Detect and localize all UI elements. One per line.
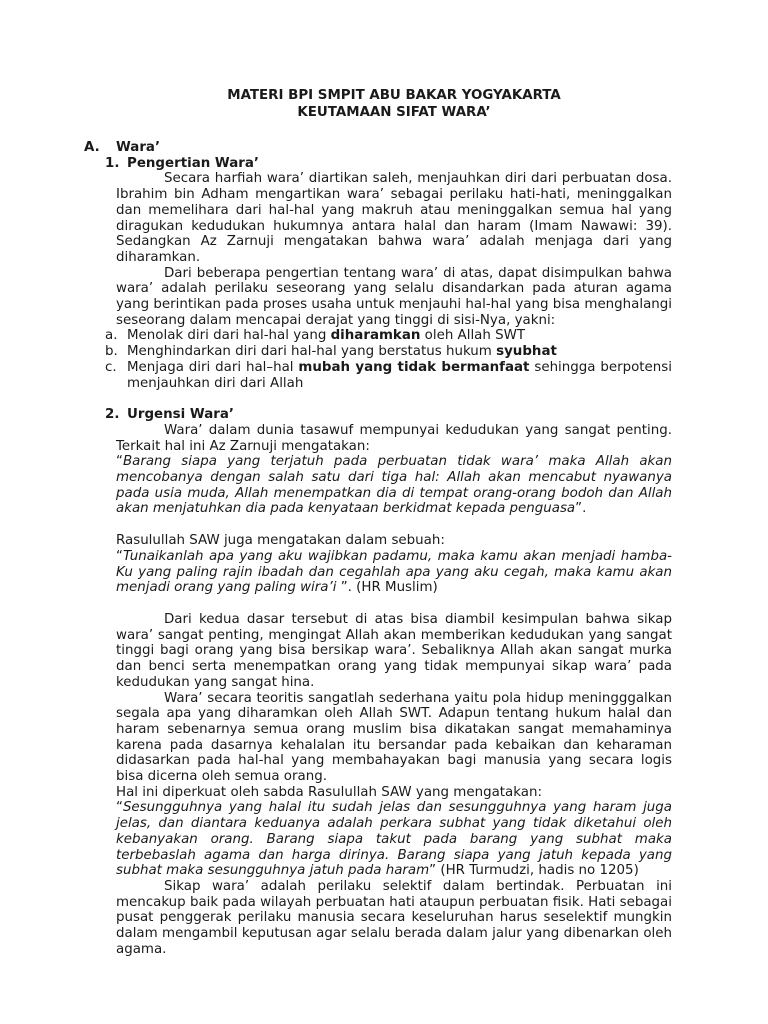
subsection-2-number: 2. bbox=[105, 407, 120, 423]
list-item bbox=[105, 360, 672, 391]
list-emphasis: syubhat bbox=[496, 344, 557, 360]
paragraph-1: Secara harfiah wara’ diartikan saleh, menjauhkan diri dari perbuatan dosa. Ibrahim bin Adham mengartikan wara’ sebagai perilaku hati-hati, meninggalkan dan memelihara dari hal-hal yang makruh atau meninggalkan semua hal yang diragukan kedudukan hukumnya antara halal dan haram (Imam Nawawi: 39). Sedangkan Az Zarnuji mengatakan bahwa wara’ adalah menjaga dari yang diharamkan. bbox=[116, 171, 672, 265]
title-line-1: MATERI BPI SMPIT ABU BAKAR YOGYAKARTA bbox=[227, 88, 561, 103]
paragraph-4: Rasulullah SAW juga mengatakan dalam sebuah: bbox=[116, 533, 445, 549]
list-text-end: oleh Allah SWT bbox=[420, 328, 526, 344]
paragraph-2: Dari beberapa pengertian tentang wara’ di atas, dapat disimpulkan bahwa wara’ adalah perilaku seseorang yang selalu disandarkan pada aturan agama yang berintikan pada proses usaha untuk menjauhi hal-hal yang bisa menghalangi seseorang dalam mencapai derajat yang tinggi di sisi-Nya, yakni: bbox=[116, 265, 672, 328]
paragraph-5: Dari kedua dasar tersebut di atas bisa diambil kesimpulan bahwa sikap wara’ sangat penting, mengingat Allah akan memberikan kedudukan yang sangat tinggi bagi orang yang bisa bersikap wara’. Sebaliknya Allah akan sangat murka dan benci serta menempatkan orang yang tidak mempunyai sikap wara’ pada kedudukan yang sangat hina. bbox=[116, 611, 672, 690]
criteria-list bbox=[105, 328, 672, 391]
list-text: Menjaga diri dari hal–hal bbox=[127, 359, 299, 375]
quote-zarnuji: “Barang siapa yang terjatuh pada perbuatan tidak wara’ maka Allah akan mencobanya dengan salah satu dari tiga hal: Allah akan mencabut nyawanya pada usia muda, Allah menempatkan dia di tempat orang-orang bodoh dan Allah akan menjatuhkan dia pada kenyataan berkidmat kepada penguasa”. bbox=[116, 454, 672, 517]
list-text: Menolak diri dari hal-hal yang bbox=[127, 328, 331, 344]
paragraph-7: Hal ini diperkuat oleh sabda Rasulullah SAW yang mengatakan: bbox=[116, 784, 542, 800]
section-a-title: Wara’ bbox=[116, 140, 161, 155]
subsection-2-title: Urgensi Wara’ bbox=[127, 407, 234, 423]
subsection-1-title: Pengertian Wara’ bbox=[127, 155, 259, 171]
subsection-1-number: 1. bbox=[105, 155, 120, 171]
list-marker: c. bbox=[105, 359, 117, 375]
list-item bbox=[105, 328, 672, 344]
section-a-label: A. bbox=[84, 140, 100, 155]
document-title bbox=[116, 87, 672, 121]
list-emphasis: diharamkan bbox=[330, 328, 421, 344]
list-text-end: sehingga berpotensi menjauhkan diri dari Allah bbox=[127, 359, 672, 391]
subsection-1-heading bbox=[105, 156, 672, 172]
list-emphasis: mubah yang tidak bermanfaat bbox=[298, 359, 530, 375]
list-marker: b. bbox=[105, 344, 118, 360]
subsection-2-heading bbox=[105, 407, 672, 423]
section-a-heading bbox=[84, 140, 672, 156]
list-marker: a. bbox=[105, 328, 118, 344]
list-text: Menghindarkan diri dari hal-hal yang berstatus hukum bbox=[127, 344, 497, 360]
quote-hadith-turmudzi: “Sesungguhnya yang halal itu sudah jelas dan sesungguhnya yang haram juga jelas, dan diantara keduanya adalah perkara subhat yang tidak diketahui oleh kebanyakan orang. Barang siapa takut pada barang yang subhat maka terbebaslah agama dan harga dirinya. Barang siapa yang jatuh kepada yang subhat maka sesungguhnya jatuh pada haram” (HR Turmudzi, hadis no 1205) bbox=[116, 800, 672, 879]
title-line-2: KEUTAMAAN SIFAT WARA’ bbox=[297, 105, 491, 120]
paragraph-6: Wara’ secara teoritis sangatlah sederhana yaitu pola hidup meningggalkan segala apa yang diharamkan oleh Allah SWT. Adapun tentang hukum halal dan haram sebenarnya semua orang muslim bisa dikatakan sangat memahaminya karena pada dasarnya kehalalan itu bersandar pada kebaikan dan keharaman didasarkan pada hal-hal yang membahayakan bagi manusia yang secara logis bisa dicerna oleh semua orang. bbox=[116, 690, 672, 785]
quote-text: Tunaikanlah apa yang aku wajibkan padamu, maka kamu akan menjadi hamba-Ku yang paling rajin ibadah dan cegahlah apa yang aku cegah, maka kamu akan menjadi orang yang paling wira’i bbox=[116, 548, 672, 596]
paragraph-3: Wara’ dalam dunia tasawuf mempunyai kedudukan yang sangat penting. Terkait hal ini Az Zarnuji mengatakan: bbox=[116, 422, 672, 454]
list-item bbox=[105, 344, 672, 360]
quote-text: Barang siapa yang terjatuh pada perbuatan tidak wara’ maka Allah akan mencobanya dengan salah satu dari tiga hal: Allah akan mencabut nyawanya pada usia muda, Allah menempatkan dia di tempat orang-orang bodoh dan Allah akan menjatuhkan dia pada kenyataan berkidmat kepada penguasa bbox=[116, 454, 672, 517]
paragraph-8: Sikap wara’ adalah perilaku selektif dalam bertindak. Perbuatan ini mencakup baik pada wilayah perbuatan hati ataupun perbuatan fisik. Hati sebagai pusat penggerak perilaku manusia secara keseluruhan harus seselektif mungkin dalam mengambil keputusan agar selalu berada dalam jalur yang dibenarkan oleh agama. bbox=[116, 878, 672, 957]
quote-text: Sesungguhnya yang halal itu sudah jelas dan sesungguhnya yang haram juga jelas, dan diantara keduanya adalah perkara subhat yang tidak diketahui oleh kebanyakan orang. Barang siapa takut pada barang yang subhat maka terbebaslah agama dan harga dirinya. Barang siapa yang jatuh kepada yang subhat maka sesungguhnya jatuh pada haram bbox=[116, 800, 672, 879]
quote-hadith-muslim: “Tunaikanlah apa yang aku wajibkan padamu, maka kamu akan menjadi hamba-Ku yang paling rajin ibadah dan cegahlah apa yang aku cegah, maka kamu akan menjadi orang yang paling wira’i ”. (HR Muslim) bbox=[116, 548, 672, 596]
